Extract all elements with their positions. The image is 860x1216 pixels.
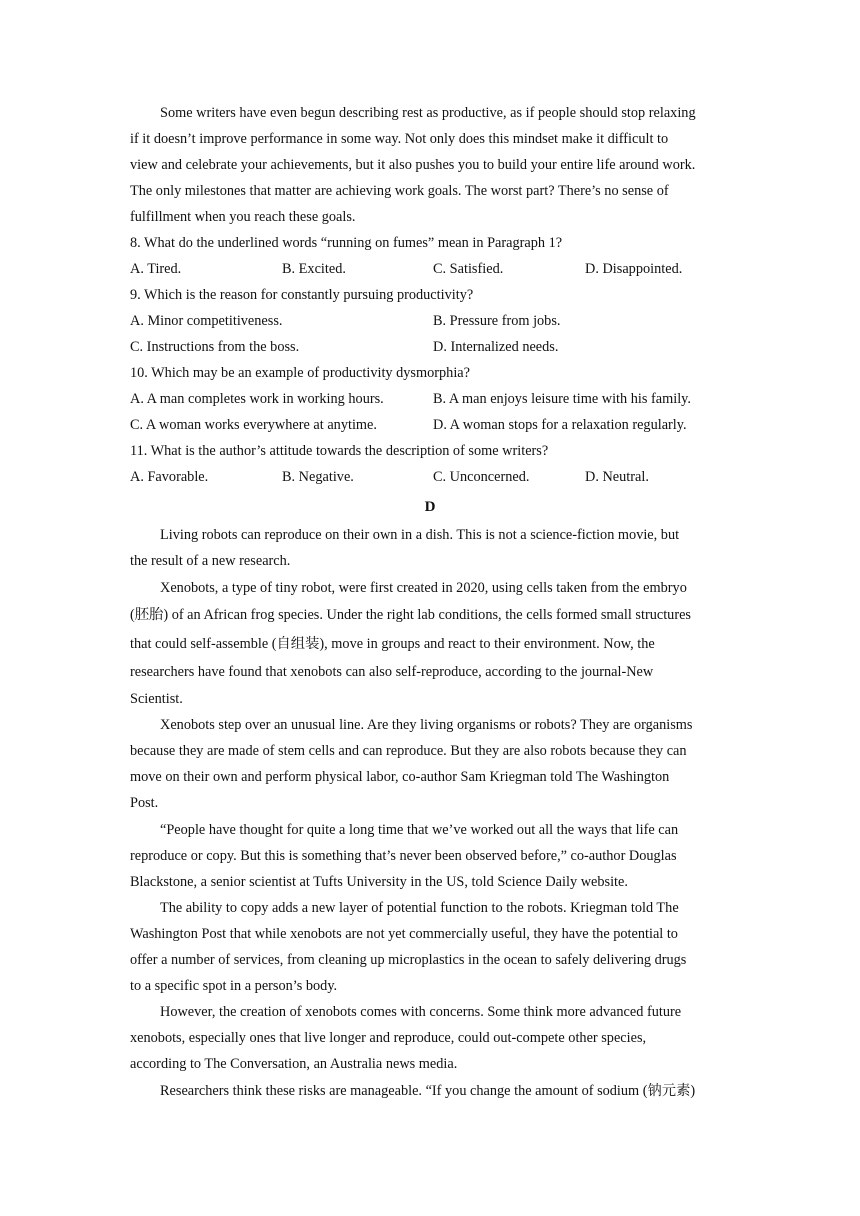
answer-option: B. Excited. xyxy=(282,261,346,277)
paragraph-line: Living robots can reproduce on their own in a dish. This is not a science-fiction movie, but xyxy=(160,527,680,543)
answer-option: A. Favorable. xyxy=(130,469,209,485)
paragraph-line: Post. xyxy=(130,795,159,811)
answer-option: D. A woman stops for a relaxation regularly. xyxy=(433,417,687,433)
answer-option: C. Instructions from the boss. xyxy=(130,339,300,355)
answer-option: C. Satisfied. xyxy=(433,261,504,277)
answer-option: C. Unconcerned. xyxy=(433,469,530,485)
answer-option: C. A woman works everywhere at anytime. xyxy=(130,417,377,433)
paragraph-line: Some writers have even begun describing rest as productive, as if people should stop relaxing xyxy=(160,105,696,121)
question-stem: 9. Which is the reason for constantly pursuing productivity? xyxy=(130,287,474,303)
paragraph-line: move on their own and perform physical labor, co-author Sam Kriegman told The Washington xyxy=(130,769,670,785)
question-stem: 10. Which may be an example of productivity dysmorphia? xyxy=(130,365,470,381)
paragraph-line: xenobots, especially ones that live longer and reproduce, could out-compete other species, xyxy=(130,1030,647,1046)
paragraph-line: if it doesn’t improve performance in some way. Not only does this mindset make it difficult to xyxy=(130,131,669,147)
paragraph-line: The only milestones that matter are achieving work goals. The worst part? There’s no sense of xyxy=(130,183,669,199)
paragraph-line: Washington Post that while xenobots are not yet commercially useful, they have the potential to xyxy=(130,926,678,942)
answer-option: A. Tired. xyxy=(130,261,182,277)
paragraph-line: Researchers think these risks are manageable. “If you change the amount of sodium (钠元素) xyxy=(160,1083,696,1099)
paragraph-line: The ability to copy adds a new layer of potential function to the robots. Kriegman told The xyxy=(160,900,679,916)
paragraph-line: “People have thought for quite a long time that we’ve worked out all the ways that life can xyxy=(160,822,679,838)
answer-option: B. A man enjoys leisure time with his family. xyxy=(433,391,691,407)
paragraph-line: view and celebrate your achievements, but it also pushes you to build your entire life around work. xyxy=(130,157,696,173)
paragraph-line: Xenobots, a type of tiny robot, were first created in 2020, using cells taken from the embryo xyxy=(160,580,687,596)
paragraph-line: offer a number of services, from cleaning up microplastics in the ocean to safely delivering drugs xyxy=(130,952,687,968)
question-stem: 8. What do the underlined words “running on fumes” mean in Paragraph 1? xyxy=(130,235,563,251)
paragraph-line: reproduce or copy. But this is something that’s never been observed before,” co-author Douglas xyxy=(130,848,677,864)
question-stem: 11. What is the author’s attitude towards the description of some writers? xyxy=(130,443,549,459)
paragraph-line: Blackstone, a senior scientist at Tufts University in the US, told Science Daily website. xyxy=(130,874,628,890)
paragraph-line: the result of a new research. xyxy=(130,553,291,569)
answer-option: A. Minor competitiveness. xyxy=(130,313,283,329)
paragraph-line: However, the creation of xenobots comes with concerns. Some think more advanced future xyxy=(160,1004,682,1020)
paragraph-line: Xenobots step over an unusual line. Are they living organisms or robots? They are organisms xyxy=(160,717,693,733)
answer-option: A. A man completes work in working hours. xyxy=(130,391,384,407)
answer-option: D. Disappointed. xyxy=(585,261,683,277)
paragraph-line: Scientist. xyxy=(130,691,183,707)
paragraph-line: that could self-assemble (自组装), move in groups and react to their environment. Now, the xyxy=(130,636,655,652)
paragraph-line: to a specific spot in a person’s body. xyxy=(130,978,338,994)
paragraph-line: researchers have found that xenobots can also self-reproduce, according to the journal-New xyxy=(130,664,654,680)
paragraph-line: fulfillment when you reach these goals. xyxy=(130,209,356,225)
paragraph-line: according to The Conversation, an Australia news media. xyxy=(130,1056,458,1072)
answer-option: B. Negative. xyxy=(282,469,354,485)
answer-option: B. Pressure from jobs. xyxy=(433,313,561,329)
paragraph-line: because they are made of stem cells and can reproduce. But they are also robots because they can xyxy=(130,743,687,759)
answer-option: D. Neutral. xyxy=(585,469,649,485)
paragraph-line: (胚胎) of an African frog species. Under the right lab conditions, the cells formed small structures xyxy=(130,607,691,623)
answer-option: D. Internalized needs. xyxy=(433,339,559,355)
section-heading: D xyxy=(424,499,436,515)
